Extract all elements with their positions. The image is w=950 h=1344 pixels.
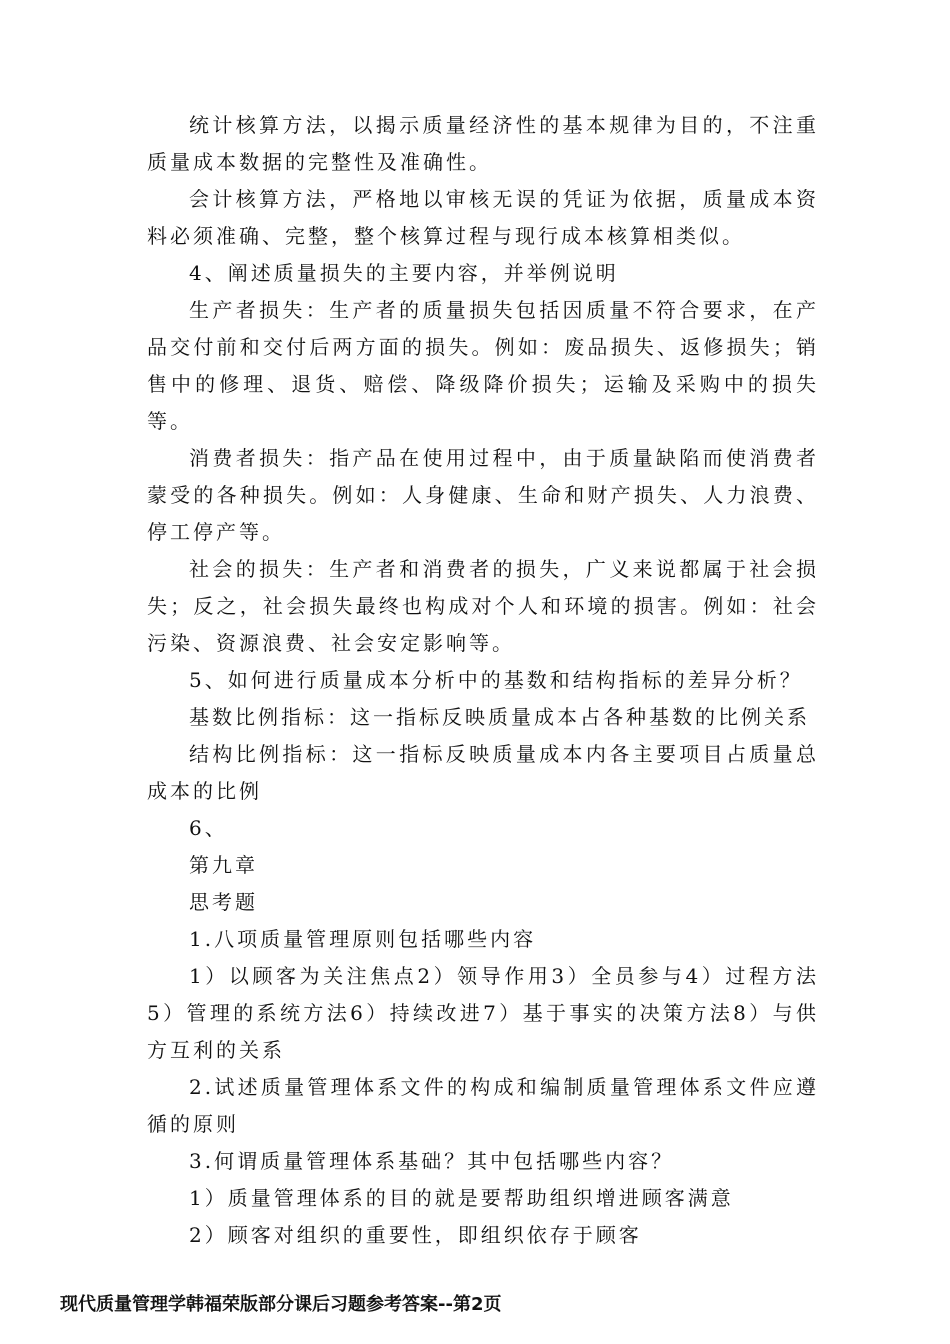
document-body	[147, 107, 819, 1254]
paragraph-financial-accounting: 会计核算方法，严格地以审核无误的凭证为依据，质量成本资料必须准确、完整，整个核算过程与现行成本核算相类似。	[147, 187, 819, 248]
answer-3-item-1: 1）质量管理体系的目的就是要帮助组织增进顾客满意	[189, 1186, 734, 1210]
paragraph-base-ratio: 基数比例指标：这一指标反映质量成本占各种基数的比例关系	[189, 705, 810, 729]
paragraph-consumer-loss: 消费者损失：指产品在使用过程中，由于质量缺陷而使消费者蒙受的各种损失。例如：人身健康、生命和财产损失、人力浪费、停工停产等。	[147, 446, 819, 544]
answer-3-item-2: 2）顾客对组织的重要性，即组织依存于顾客	[189, 1223, 642, 1247]
chapter-heading: 第九章	[189, 853, 258, 877]
question-4: 4、阐述质量损失的主要内容，并举例说明	[189, 261, 619, 285]
paragraph-producer-loss: 生产者损失：生产者的质量损失包括因质量不符合要求，在产品交付前和交付后两方面的损失。例如：废品损失、返修损失；销售中的修理、退货、赔偿、降级降价损失；运输及采购中的损失等。	[147, 298, 819, 433]
section-heading: 思考题	[189, 890, 258, 914]
paragraph-structure-ratio: 结构比例指标：这一指标反映质量成本内各主要项目占质量总成本的比例	[147, 742, 819, 803]
question-3: 3.何谓质量管理体系基础？其中包括哪些内容？	[189, 1149, 675, 1173]
question-5: 5、如何进行质量成本分析中的基数和结构指标的差异分析？	[189, 668, 803, 692]
answer-1: 1）以顾客为关注焦点2）领导作用3）全员参与4）过程方法5）管理的系统方法6）持续改进7）基于事实的决策方法8）与供方互利的关系	[147, 964, 819, 1062]
question-6: 6、	[189, 816, 228, 840]
question-2: 2.试述质量管理体系文件的构成和编制质量管理体系文件应遵循的原则	[147, 1075, 819, 1136]
question-1: 1.八项质量管理原则包括哪些内容	[189, 927, 537, 951]
page-footer: 现代质量管理学韩福荣版部分课后习题参考答案--第2页	[60, 1294, 502, 1315]
paragraph-social-loss: 社会的损失：生产者和消费者的损失，广义来说都属于社会损失；反之，社会损失最终也构成对个人和环境的损害。例如：社会污染、资源浪费、社会安定影响等。	[147, 557, 819, 655]
paragraph-statistical-accounting: 统计核算方法，以揭示质量经济性的基本规律为目的，不注重质量成本数据的完整性及准确性。	[147, 113, 819, 174]
